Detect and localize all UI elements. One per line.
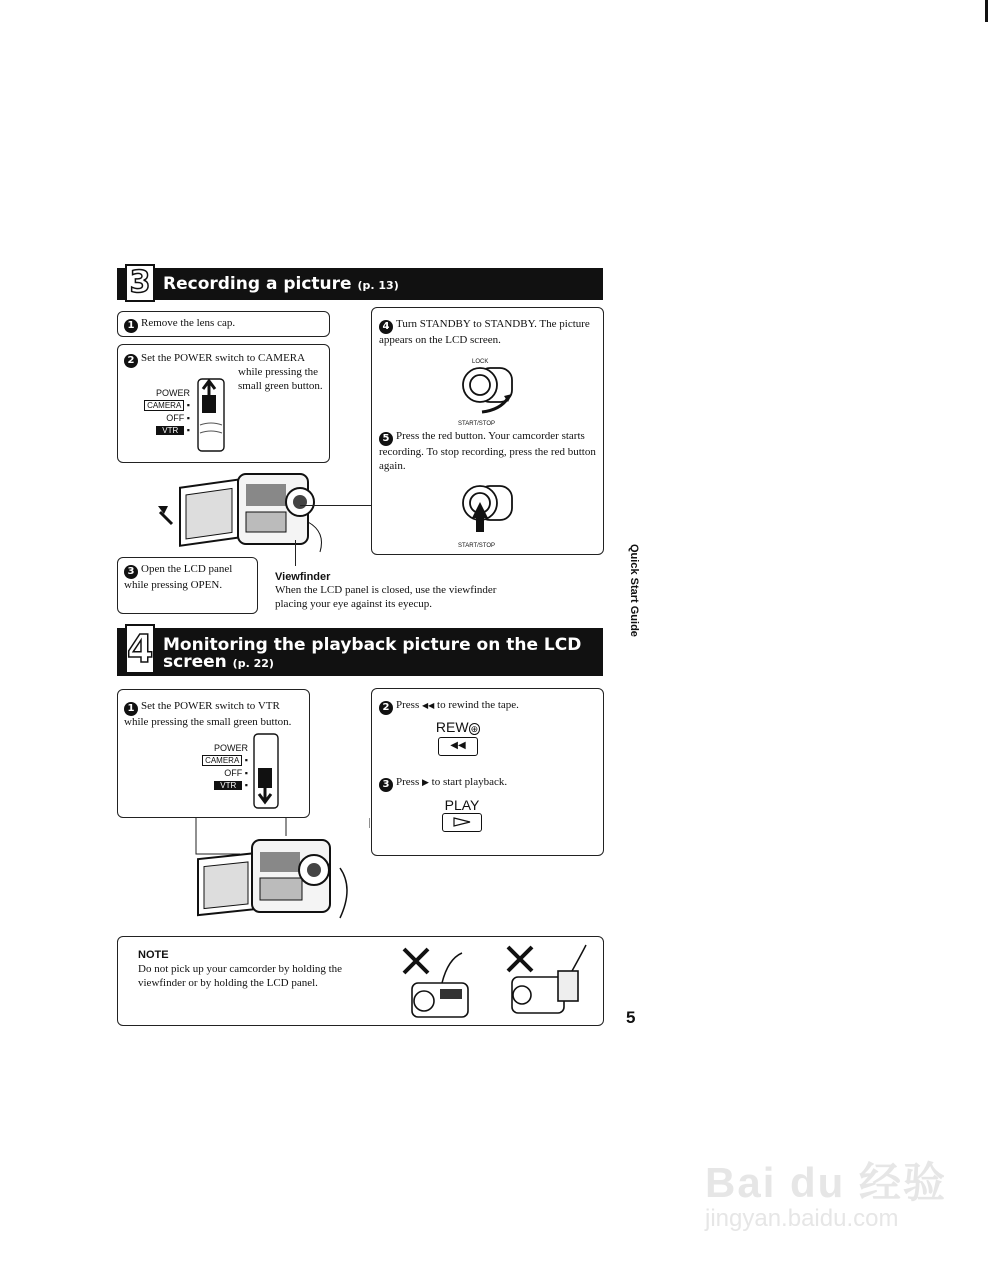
- start-stop-button-illustration: [442, 476, 532, 540]
- play-button[interactable]: [442, 813, 482, 832]
- vtr-label: VTR: [214, 781, 242, 790]
- step-3-3-text: Open the LCD panel while pressing OPEN.: [124, 563, 233, 591]
- edge-mark: [985, 0, 988, 22]
- step-4-3-text-pre: Press: [396, 776, 420, 788]
- off-label: OFF: [224, 768, 243, 778]
- step-3-4-5-box: [371, 307, 604, 555]
- section-3-page-ref: (p. 13): [357, 279, 399, 292]
- step-3-2-text-a: Set the POWER switch to CAMERA: [141, 352, 306, 364]
- power-switch-vtr-illustration: [250, 730, 282, 812]
- power-switch-labels: POWER CAMERA ▪ OFF ▪ VTR ▪: [184, 742, 248, 792]
- step-bullet: 3: [379, 778, 393, 792]
- step-3-4-text: Turn STANDBY to STANDBY. The picture appears on the LCD screen.: [379, 318, 590, 346]
- step-4-2-text-post: to rewind the tape.: [437, 699, 519, 711]
- section-4-title-line1: Monitoring the playback picture on the LCD: [163, 635, 582, 655]
- step-bullet: 3: [124, 565, 138, 579]
- watermark-url: jingyan.baidu.com: [705, 1205, 899, 1232]
- step-4-3-text-post: to start playback.: [431, 776, 508, 788]
- section-3-number: 3: [125, 264, 155, 302]
- off-label: OFF: [166, 413, 185, 423]
- step-bullet: 1: [124, 702, 138, 716]
- lock-label: LOCK: [472, 359, 489, 365]
- step-bullet: 4: [379, 320, 393, 334]
- step-3-5-text: Press the red button. Your camcorder starts recording. To stop recording, press the red button again.: [379, 430, 596, 472]
- play-symbol: ▶: [421, 777, 429, 787]
- step-bullet: 5: [379, 432, 393, 446]
- viewfinder-title: Viewfinder: [275, 571, 331, 583]
- start-stop-label: START/STOP: [458, 421, 496, 427]
- rewind-button[interactable]: [438, 737, 478, 756]
- wrong-hold-lcd-illustration: [502, 941, 602, 1023]
- step-3-1-text: Remove the lens cap.: [141, 317, 236, 329]
- step-4-1-text: Set the POWER switch to VTR while pressing the small green button.: [124, 700, 292, 728]
- connector-line: [300, 505, 372, 506]
- step-3-2-box: [117, 344, 330, 463]
- camera-label: CAMERA: [144, 400, 184, 411]
- rewind-symbol: ◀◀: [421, 701, 435, 710]
- step-3-1-box: [117, 311, 330, 337]
- camcorder-lcd-open-illustration: [150, 462, 340, 557]
- play-icon: [453, 817, 471, 827]
- step-4-2-text-pre: Press: [396, 699, 420, 711]
- step-3-3-box: [117, 557, 258, 614]
- section-3-header: [117, 265, 603, 300]
- power-label: POWER: [155, 388, 190, 398]
- camera-label: CAMERA: [202, 755, 242, 766]
- section-3-title: Recording a picture (p. 13): [163, 274, 399, 294]
- note-text: Do not pick up your camcorder by holding the viewfinder or by holding the LCD panel.: [138, 963, 343, 989]
- step-3-2-text-b: while pressing the small green button.: [238, 366, 323, 392]
- play-button-label: PLAY: [444, 797, 480, 813]
- connector-line: [295, 540, 296, 566]
- wrong-hold-viewfinder-illustration: [398, 943, 498, 1023]
- power-switch-labels: POWER CAMERA ▪ OFF ▪ VTR ▪: [138, 387, 190, 437]
- page-number: 5: [626, 1008, 636, 1027]
- vtr-label: VTR: [156, 426, 184, 435]
- section-4-number: 4: [125, 624, 155, 674]
- note-box: [117, 936, 604, 1026]
- section-4-page-ref: (p. 22): [232, 657, 274, 670]
- camcorder-playback-illustration: [190, 818, 370, 938]
- section-4-header: [117, 628, 603, 676]
- watermark-logo: Bai du 经验: [705, 1159, 948, 1206]
- viewfinder-text: When the LCD panel is closed, use the viewfinder placing your eye against its eyecup.: [275, 584, 497, 610]
- step-4-2-3-box: [371, 688, 604, 856]
- side-tab-label: Quick Start Guide: [628, 544, 640, 637]
- start-stop-label: START/STOP: [458, 543, 496, 549]
- step-4-1-box: [117, 689, 310, 818]
- power-label: POWER: [213, 743, 248, 753]
- rewind-icon: ◀◀: [450, 740, 466, 752]
- rewind-button-label: REW ⊕: [435, 719, 479, 735]
- section-4-title-line2: screen (p. 22): [163, 652, 274, 672]
- step-bullet: 1: [124, 319, 138, 333]
- step-bullet: 2: [379, 701, 393, 715]
- power-switch-illustration: [194, 375, 230, 455]
- note-title: NOTE: [138, 949, 169, 961]
- step-bullet: 2: [124, 354, 138, 368]
